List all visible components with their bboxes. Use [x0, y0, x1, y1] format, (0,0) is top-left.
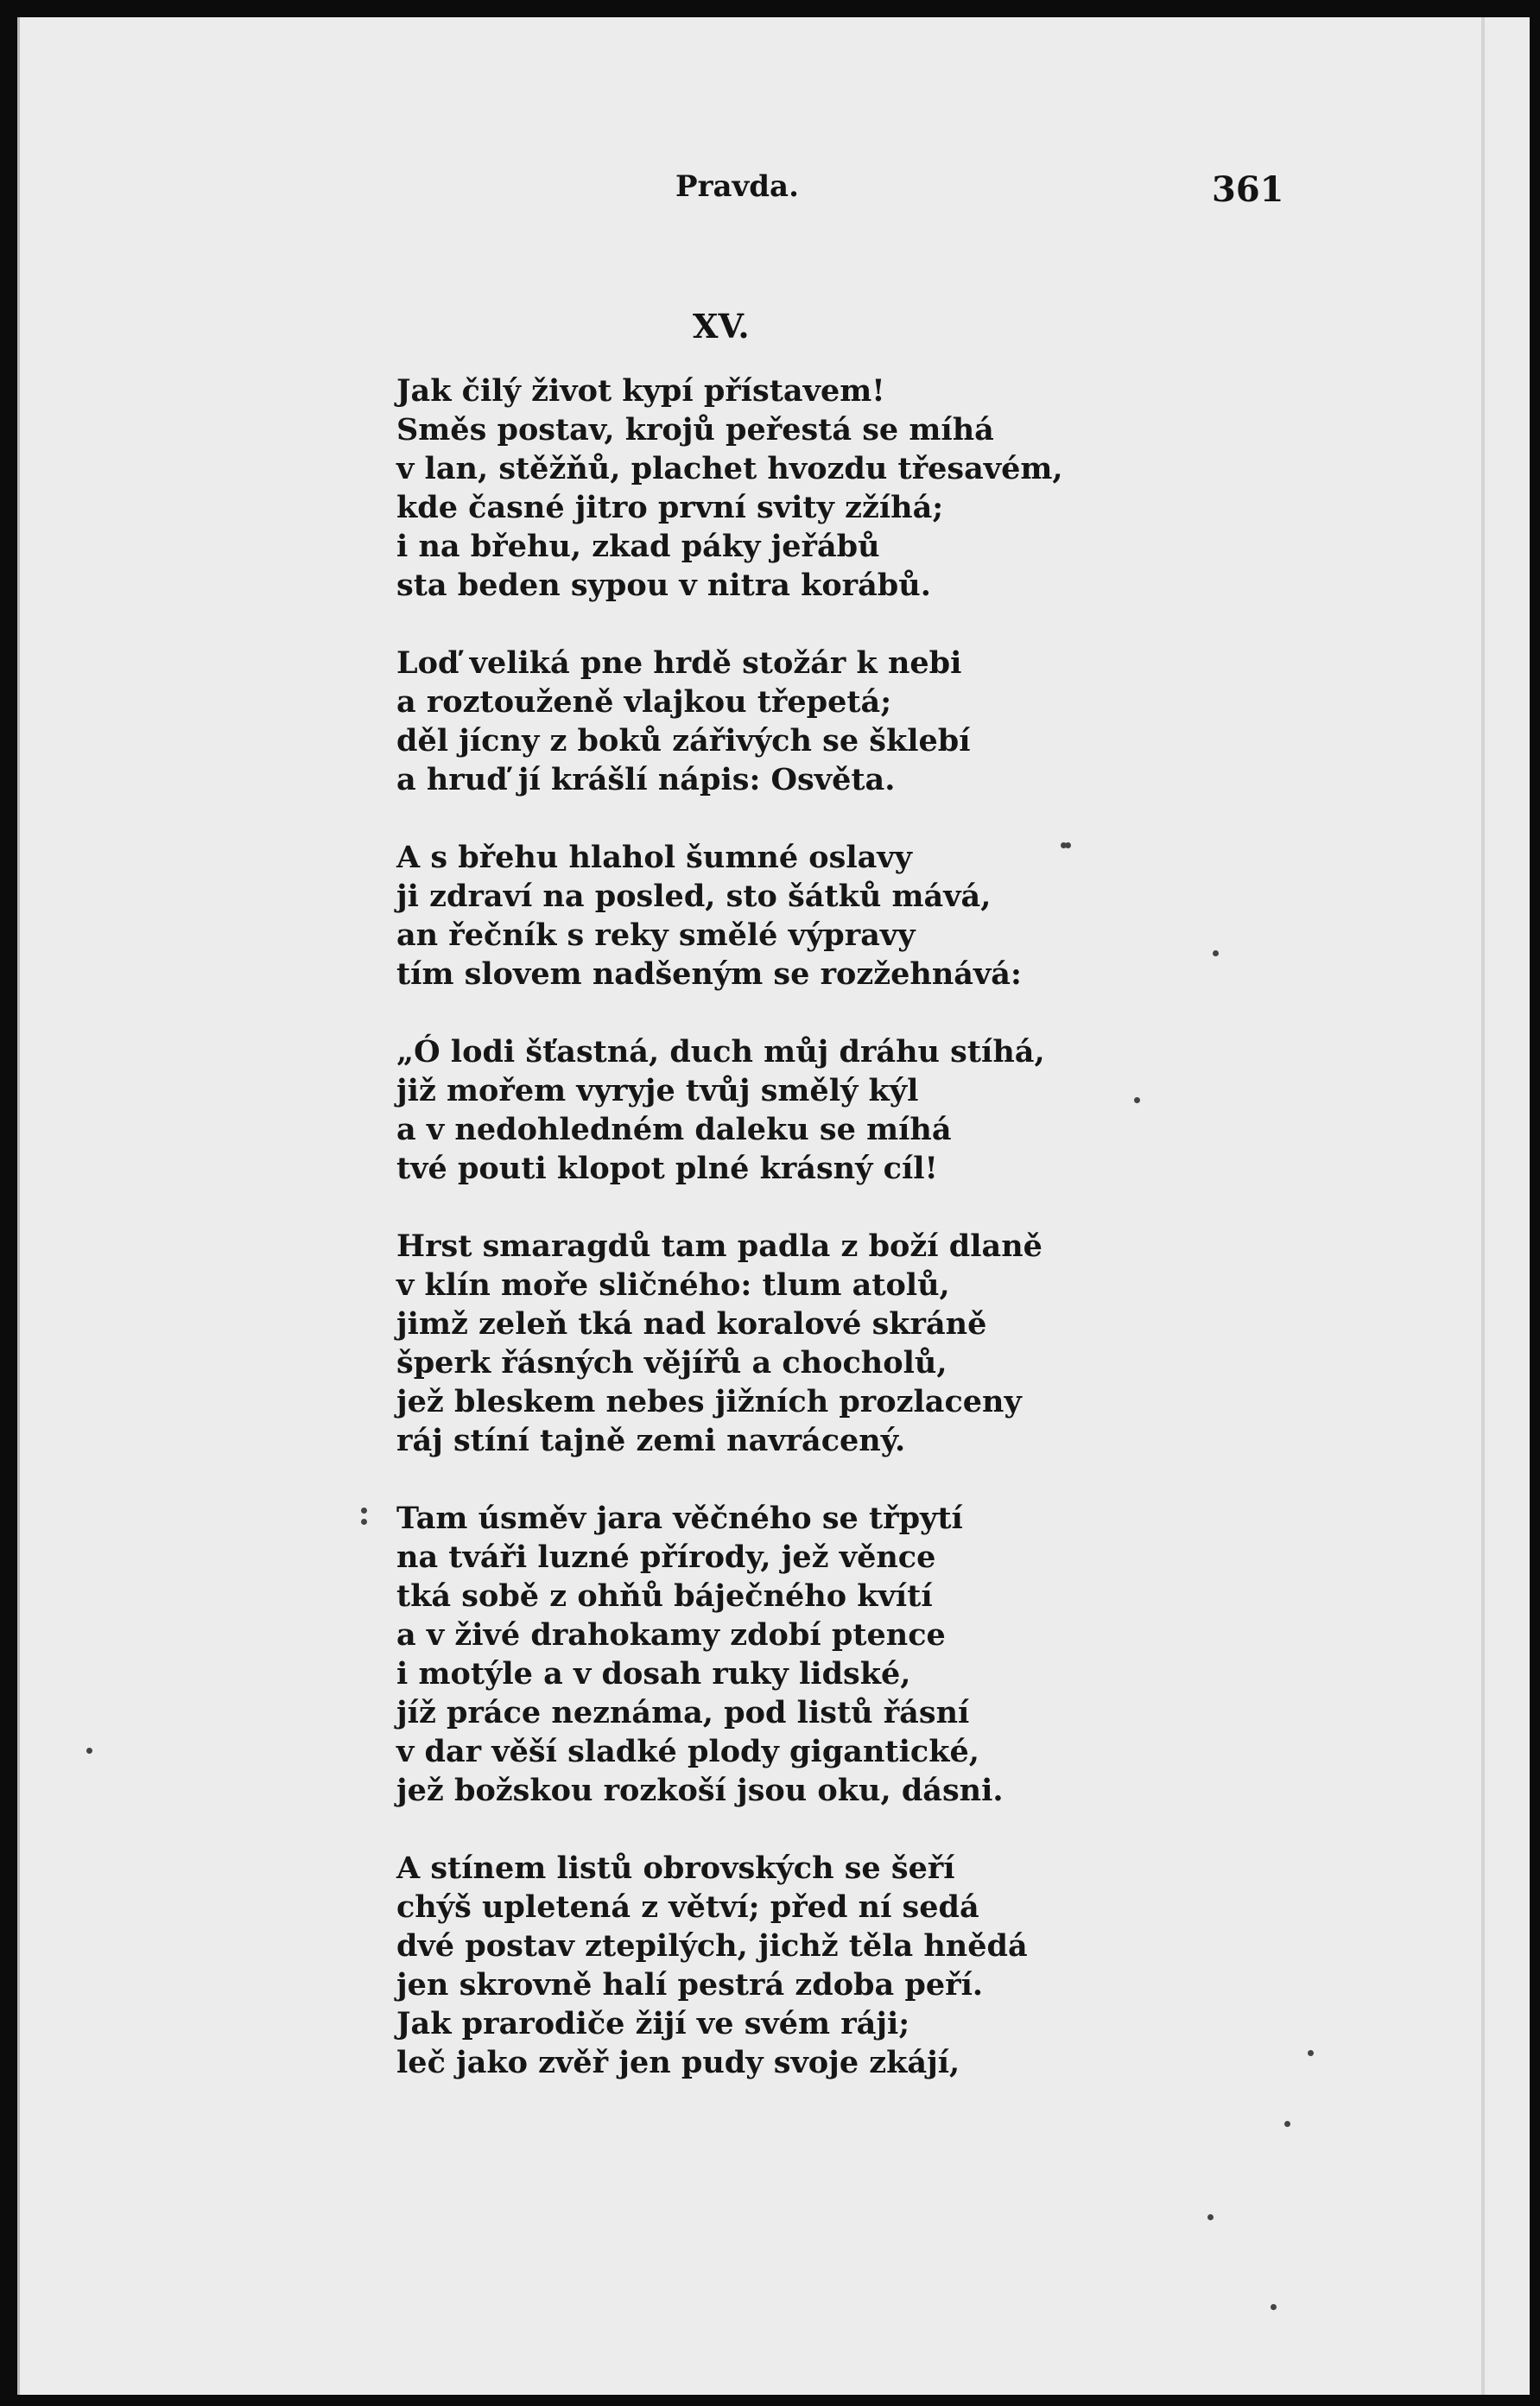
verse-line: již mořem vyryje tvůj smělý kýl	[396, 1073, 919, 1108]
verse-line: v lan, stěžňů, plachet hvozdu třesavém,	[396, 451, 1063, 486]
scan-speck	[1061, 842, 1067, 848]
verse-line: kde časné jitro první svity zžíhá;	[396, 490, 944, 525]
verse-line: Směs postav, krojů peřestá se míhá	[396, 412, 994, 448]
scan-speck	[1134, 1097, 1140, 1103]
verse-line: an řečník s reky smělé výpravy	[396, 917, 916, 953]
verse-line: a v živé drahokamy zdobí ptence	[396, 1617, 946, 1653]
verse-line: „Ó lodi šťastná, duch můj dráhu stíhá,	[396, 1034, 1045, 1070]
verse-line: a hruď jí krášlí nápis: Osvěta.	[396, 762, 896, 797]
scan-speck	[1271, 2304, 1277, 2310]
verse-line: v klín moře sličného: tlum atolů,	[396, 1267, 950, 1303]
page-number: 361	[1212, 169, 1284, 210]
verse-line: chýš upletená z větví; před ní sedá	[396, 1889, 979, 1925]
scan-speck	[1213, 950, 1219, 956]
verse-line: jež bleskem nebes jižních prozlaceny	[396, 1384, 1022, 1419]
verse-line: děl jícny z boků zářivých se šklebí	[396, 723, 971, 759]
verse-line: a v nedohledném daleku se míhá	[396, 1112, 952, 1147]
verse-line: v dar věší sladké plody gigantické,	[396, 1734, 979, 1769]
scan-speck	[361, 1519, 367, 1525]
verse-line: jež božskou rozkoší jsou oku, dásni.	[396, 1773, 1004, 1808]
verse-line: Jak prarodiče žijí ve svém ráji;	[396, 2006, 910, 2041]
verse-line: ji zdraví na posled, sto šátků mává,	[396, 879, 992, 914]
stanza	[396, 838, 1450, 994]
poem-body	[396, 371, 1450, 2082]
verse-line: ráj stíní tajně zemi navrácený.	[396, 1423, 906, 1458]
verse-line: leč jako zvěř jen pudy svoje zkájí,	[396, 2045, 960, 2080]
verse-line: Hrst smaragdů tam padla z boží dlaně	[396, 1228, 1043, 1264]
stanza	[396, 1227, 1450, 1460]
verse-line: dvé postav ztepilých, jichž těla hnědá	[396, 1928, 1028, 1964]
stanza	[396, 644, 1450, 799]
verse-line: i na břehu, zkad páky jeřábů	[396, 529, 880, 564]
stanza	[396, 1499, 1450, 1810]
verse-line: A s břehu hlahol šumné oslavy	[396, 840, 912, 875]
verse-line: Tam úsměv jara věčného se třpytí	[396, 1501, 963, 1536]
scan-speck	[1284, 2121, 1290, 2127]
verse-line: Loď veliká pne hrdě stožár k nebi	[396, 645, 962, 681]
section-heading: XV.	[693, 307, 750, 346]
stanza	[396, 1032, 1450, 1188]
scan-speck	[1308, 2050, 1314, 2056]
paper-fold	[1481, 17, 1485, 2395]
verse-line: šperk řásných vějířů a chocholů,	[396, 1345, 947, 1381]
verse-line: a roztouženě vlajkou třepetá;	[396, 684, 892, 720]
verse-line: jen skrovně halí pestrá zdoba peří.	[396, 1967, 984, 2003]
verse-line: sta beden sypou v nitra korábů.	[396, 568, 931, 603]
verse-line: Jak čilý život kypí přístavem!	[396, 373, 885, 409]
verse-line: A stínem listů obrovských se šeří	[396, 1851, 955, 1886]
scan-speck	[361, 1508, 367, 1514]
scan-speck	[86, 1748, 92, 1754]
verse-line: tká sobě z ohňů báječného kvítí	[396, 1578, 933, 1614]
verse-line: jimž zeleň tká nad koralové skráně	[396, 1306, 987, 1342]
verse-line: tvé pouti klopot plné krásný cíl!	[396, 1151, 938, 1186]
stanza	[396, 1849, 1450, 2082]
verse-line: i motýle a v dosah ruky lidské,	[396, 1656, 911, 1692]
running-title: Pravda.	[675, 169, 799, 204]
verse-line: tím slovem nadšeným se rozžehnává:	[396, 956, 1022, 992]
scan-speck	[1207, 2214, 1214, 2220]
verse-line: jíž práce neznáma, pod listů řásní	[396, 1695, 970, 1730]
verse-line: na tváři luzné přírody, jež věnce	[396, 1539, 936, 1575]
stanza	[396, 371, 1450, 605]
